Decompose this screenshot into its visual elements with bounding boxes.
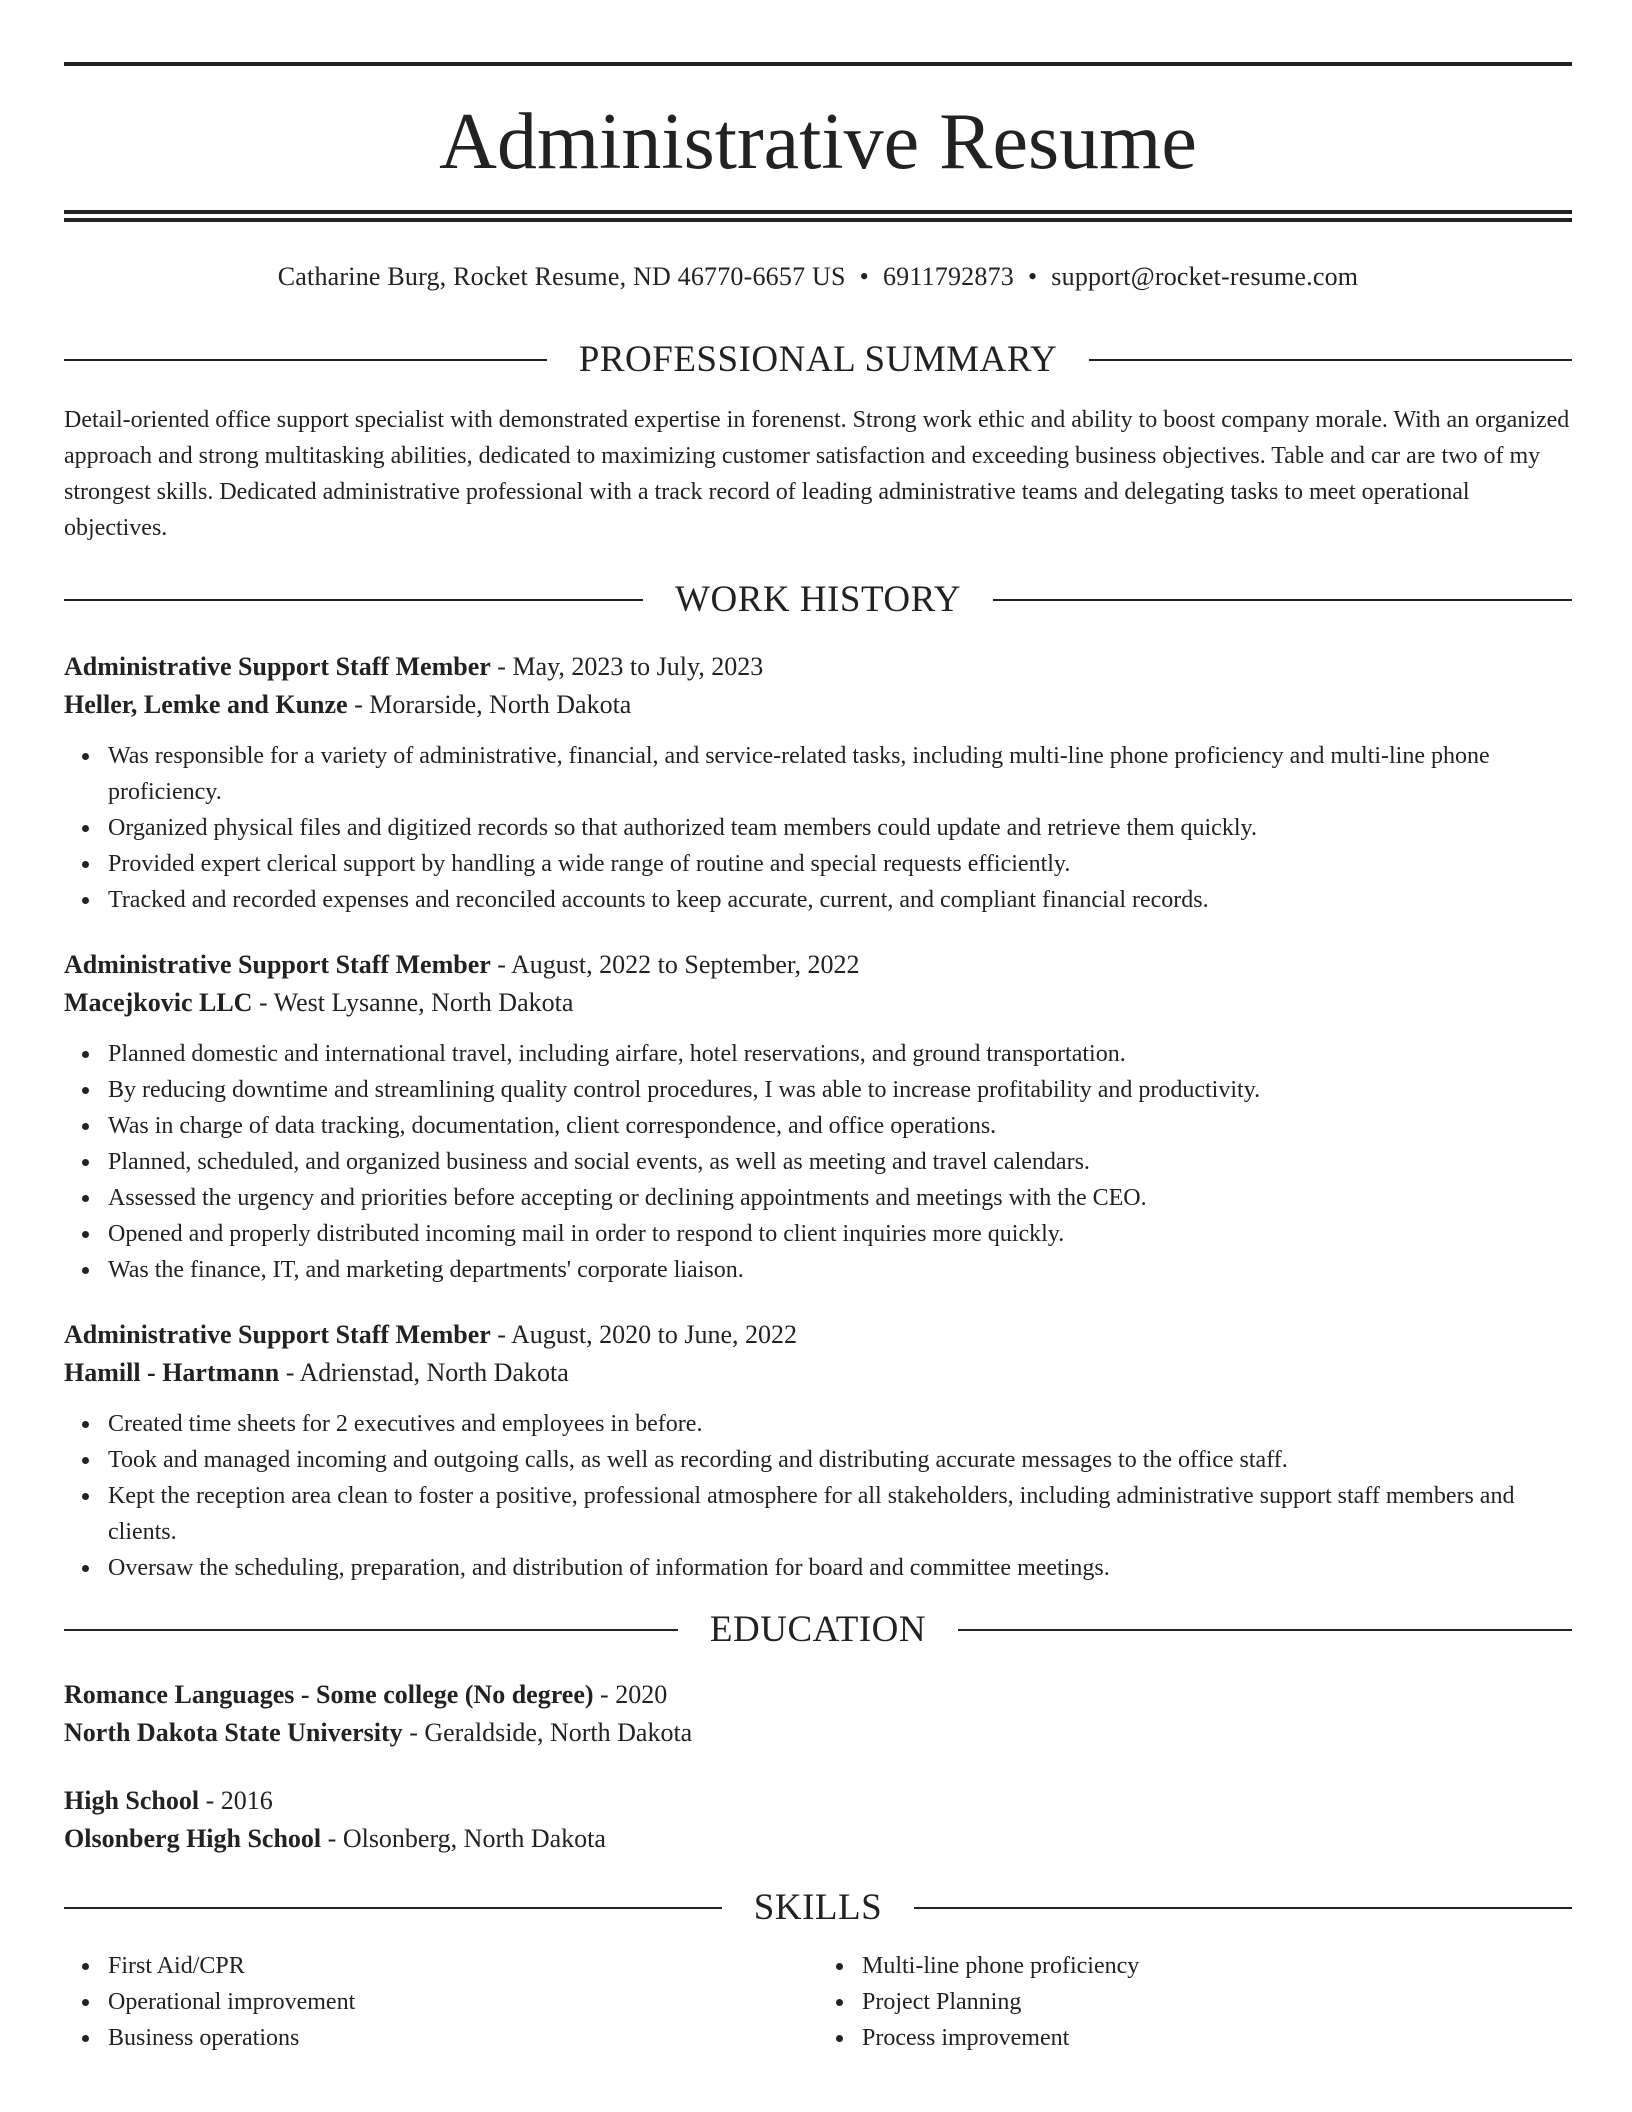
resume-page [64, 62, 1572, 2056]
job-entry [64, 946, 1572, 1288]
education-school: Olsonberg High School [64, 1824, 322, 1853]
job-company: Macejkovic LLC [64, 988, 253, 1017]
section-title: WORK HISTORY [675, 579, 961, 620]
job-entry [64, 648, 1572, 918]
list-item: Created time sheets for 2 executives and employees in before. [64, 1406, 1572, 1442]
education-location: - Geraldside, North Dakota [402, 1718, 693, 1747]
list-item: Operational improvement [64, 1984, 818, 2020]
section-heading-work-history [64, 578, 1572, 622]
job-location: - Adrienstad, North Dakota [279, 1358, 569, 1387]
contact-separator: • [859, 262, 869, 291]
heading-rule [64, 599, 643, 601]
job-company-line [64, 1354, 1572, 1392]
job-dates: - August, 2022 to September, 2022 [490, 950, 860, 979]
heading-rule [64, 359, 547, 361]
contact-phone: 6911792873 [882, 262, 1014, 291]
education-school: North Dakota State University [64, 1718, 403, 1747]
heading-rule [64, 1629, 678, 1631]
list-item: Was responsible for a variety of administrative, financial, and service-related tasks, including multi-line phone proficiency and multi-line phone proficiency. [64, 738, 1572, 810]
list-item: Project Planning [818, 1984, 1572, 2020]
skills-list-left [64, 1948, 818, 2056]
education-degree: High School [64, 1786, 200, 1815]
job-title: Administrative Support Staff Member [64, 652, 491, 681]
job-title-line [64, 648, 1572, 686]
section-heading-education [64, 1608, 1572, 1652]
section-title: EDUCATION [709, 1609, 927, 1650]
list-item: Provided expert clerical support by handling a wide range of routine and special requests efficiently. [64, 846, 1572, 882]
list-item: Planned, scheduled, and organized business and social events, as well as meeting and travel calendars. [64, 1144, 1572, 1180]
education-degree-line [64, 1782, 1572, 1820]
job-duties-list [64, 1406, 1572, 1586]
resume-title: Administrative Resume [439, 98, 1197, 186]
list-item: Opened and properly distributed incoming mail in order to respond to client inquiries more quickly. [64, 1216, 1572, 1252]
summary-text: Detail-oriented office support specialist with demonstrated expertise in forenenst. Strong work ethic and ability to boost company morale. With an organized approach and strong multitasking abilities, dedicated to maximizing customer satisfaction and exceeding business objectives. Table and car are two of my strongest skills. Dedicated administrative professional with a track record of leading administrative teams and delegating tasks to meet operational objectives. [64, 407, 1570, 541]
education-degree: Romance Languages - Some college (No degree) [64, 1680, 594, 1709]
list-item: First Aid/CPR [64, 1948, 818, 1984]
job-title: Administrative Support Staff Member [64, 1320, 491, 1349]
job-dates: - May, 2023 to July, 2023 [490, 652, 764, 681]
skills-columns [64, 1948, 1572, 2056]
list-item: Assessed the urgency and priorities before accepting or declining appointments and meetings with the CEO. [64, 1180, 1572, 1216]
title-double-rule [64, 210, 1572, 222]
job-duties-list [64, 1036, 1572, 1288]
heading-rule [993, 599, 1572, 601]
heading-rule [1089, 359, 1572, 361]
list-item: Process improvement [818, 2020, 1572, 2056]
list-item: Organized physical files and digitized records so that authorized team members could update and retrieve them quickly. [64, 810, 1572, 846]
list-item: By reducing downtime and streamlining quality control procedures, I was able to increase profitability and productivity. [64, 1072, 1572, 1108]
contact-line [64, 260, 1572, 294]
job-title-line [64, 1316, 1572, 1354]
education-year: - 2016 [199, 1786, 273, 1815]
job-title: Administrative Support Staff Member [64, 950, 491, 979]
list-item: Tracked and recorded expenses and reconciled accounts to keep accurate, current, and compliant financial records. [64, 882, 1572, 918]
heading-rule [64, 1907, 722, 1909]
contact-email: support@rocket-resume.com [1051, 262, 1359, 291]
job-location: - West Lysanne, North Dakota [252, 988, 574, 1017]
job-entry [64, 1316, 1572, 1586]
job-company-line [64, 984, 1572, 1022]
list-item: Multi-line phone proficiency [818, 1948, 1572, 1984]
list-item: Oversaw the scheduling, preparation, and distribution of information for board and committee meetings. [64, 1550, 1572, 1586]
heading-rule [914, 1907, 1572, 1909]
section-title: PROFESSIONAL SUMMARY [578, 339, 1058, 380]
education-degree-line [64, 1676, 1572, 1714]
education-entry [64, 1782, 1572, 1858]
job-title-line [64, 946, 1572, 984]
list-item: Was in charge of data tracking, documentation, client correspondence, and office operations. [64, 1108, 1572, 1144]
education-entry [64, 1676, 1572, 1752]
list-item: Business operations [64, 2020, 818, 2056]
heading-rule [958, 1629, 1572, 1631]
job-company: Hamill - Hartmann [64, 1358, 280, 1387]
contact-separator: • [1027, 262, 1038, 291]
section-heading-summary [64, 338, 1572, 382]
list-item: Was the finance, IT, and marketing departments' corporate liaison. [64, 1252, 1572, 1288]
education-school-line [64, 1820, 1572, 1858]
section-heading-skills [64, 1886, 1572, 1930]
education-school-line [64, 1714, 1572, 1752]
list-item: Kept the reception area clean to foster a positive, professional atmosphere for all stakeholders, including administrative support staff members and clients. [64, 1478, 1572, 1550]
job-dates: - August, 2020 to June, 2022 [490, 1320, 798, 1349]
job-company: Heller, Lemke and Kunze [64, 690, 348, 719]
job-company-line [64, 686, 1572, 724]
section-title: SKILLS [753, 1887, 883, 1928]
contact-address: Catharine Burg, Rocket Resume, ND 46770-6657 US [277, 262, 846, 291]
education-year: - 2020 [593, 1680, 668, 1709]
list-item: Planned domestic and international travel, including airfare, hotel reservations, and ground transportation. [64, 1036, 1572, 1072]
skills-list-right [818, 1948, 1572, 2056]
job-duties-list [64, 738, 1572, 918]
education-location: - Olsonberg, North Dakota [321, 1824, 606, 1853]
job-location: - Morarside, North Dakota [347, 690, 632, 719]
list-item: Took and managed incoming and outgoing calls, as well as recording and distributing accurate messages to the office staff. [64, 1442, 1572, 1478]
